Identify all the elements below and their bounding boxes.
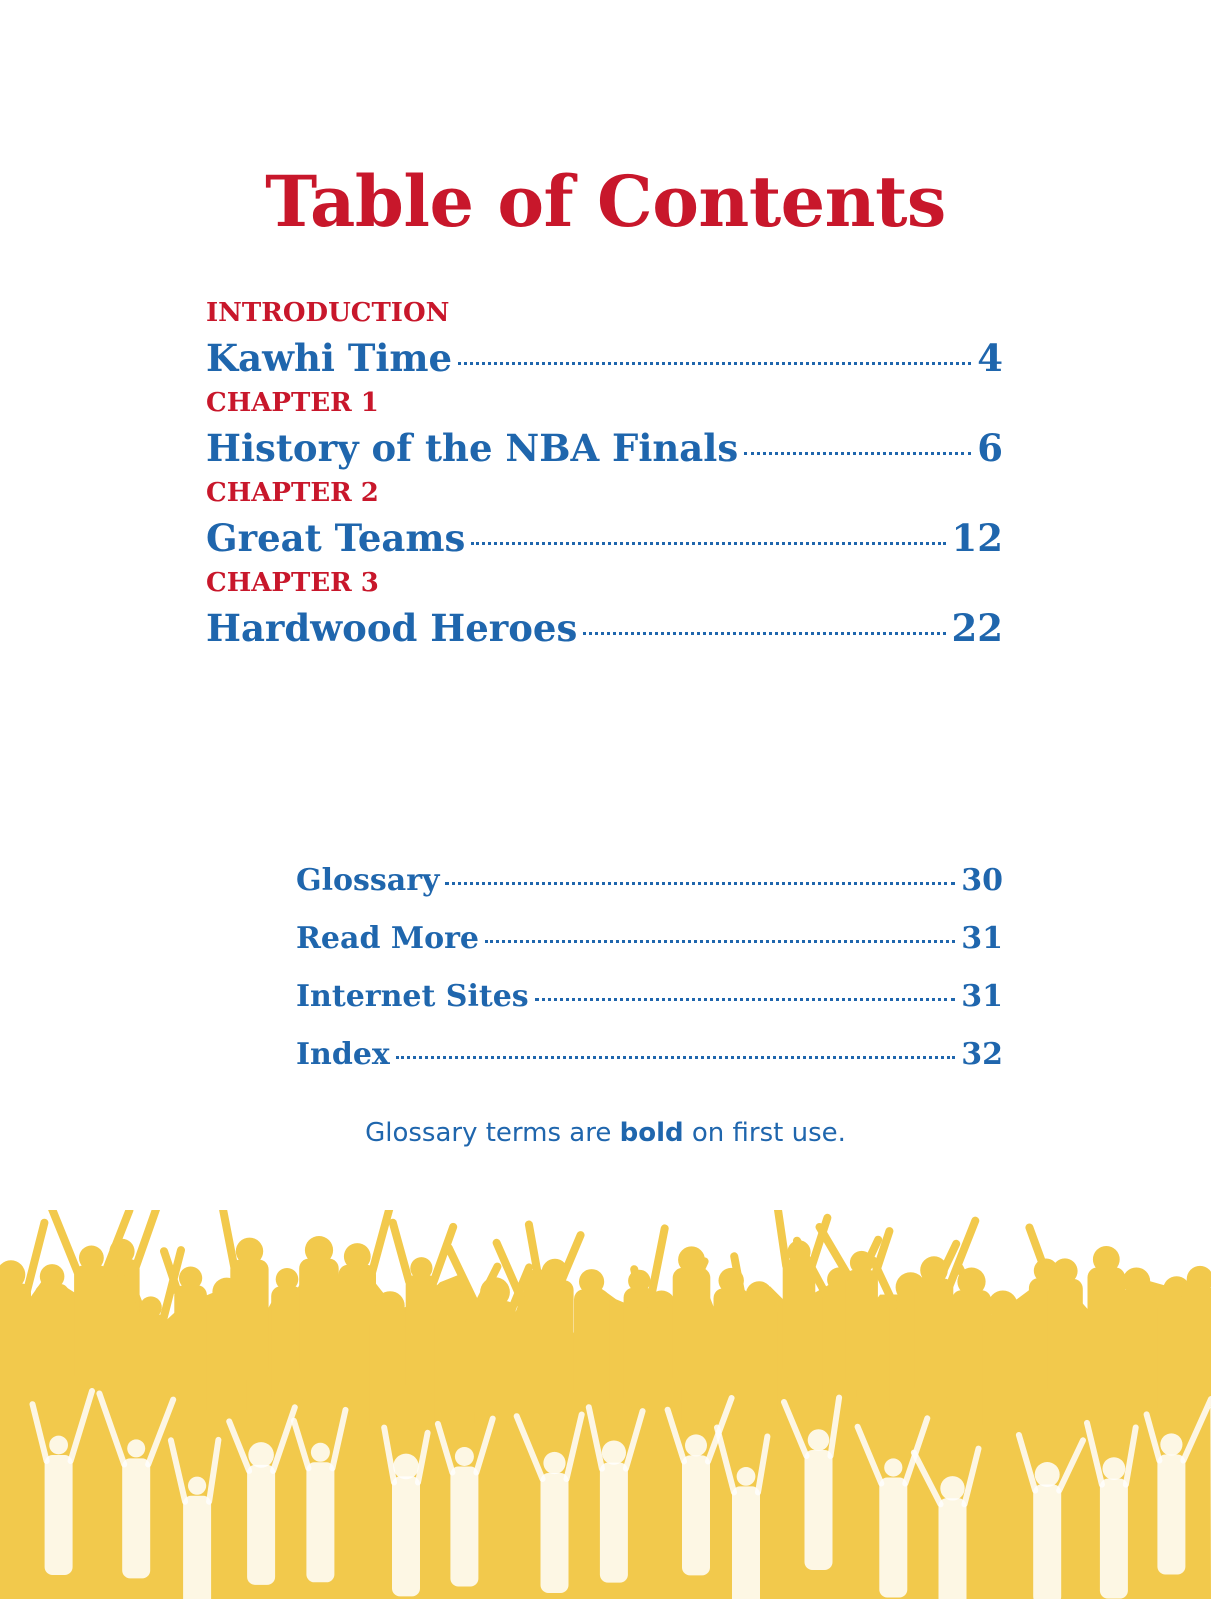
toc-entry-history-nba-finals[interactable] (206, 420, 1003, 476)
chapter-list (206, 296, 1003, 656)
toc-entry-internet-sites[interactable] (296, 968, 1003, 1026)
dot-leader (485, 940, 955, 943)
section-label: CHAPTER 2 (206, 478, 379, 508)
entry-title: History of the NBA Finals (206, 426, 739, 470)
page-title: Table of Contents (265, 160, 946, 243)
entry-page-number: 12 (951, 516, 1003, 560)
toc-section-chapter-2 (206, 476, 1003, 566)
entry-title: Kawhi Time (206, 336, 453, 380)
entry-title: Hardwood Heroes (206, 606, 578, 650)
entry-page-number: 6 (977, 426, 1003, 470)
note-text-after: on first use. (683, 1118, 846, 1148)
entry-page-number: 31 (961, 979, 1003, 1014)
entry-page-number: 4 (977, 336, 1003, 380)
note-bold-word: bold (619, 1118, 684, 1148)
entry-title: Glossary (296, 863, 440, 898)
toc-section-introduction (206, 296, 1003, 386)
glossary-note (0, 1118, 1211, 1148)
crowd-figures (0, 1210, 1211, 1599)
dot-leader (471, 542, 945, 545)
dot-leader (396, 1056, 955, 1059)
dot-leader (744, 452, 971, 455)
section-label: INTRODUCTION (206, 298, 450, 328)
toc-entry-great-teams[interactable] (206, 510, 1003, 566)
toc-section-chapter-1 (206, 386, 1003, 476)
entry-title: Internet Sites (296, 979, 529, 1014)
entry-title: Great Teams (206, 516, 466, 560)
toc-entry-glossary[interactable] (296, 852, 1003, 910)
dot-leader (535, 998, 956, 1001)
entry-page-number: 22 (951, 606, 1003, 650)
note-text-before: Glossary terms are (365, 1118, 620, 1148)
toc-entry-hardwood-heroes[interactable] (206, 600, 1003, 656)
toc-entry-read-more[interactable] (296, 910, 1003, 968)
back-matter-list (296, 852, 1003, 1084)
entry-title: Read More (296, 921, 479, 956)
dot-leader (458, 362, 971, 365)
dot-leader (445, 882, 955, 885)
toc-section-chapter-3 (206, 566, 1003, 656)
section-label: CHAPTER 1 (206, 388, 379, 418)
entry-title: Index (296, 1037, 390, 1072)
cheering-crowd-silhouette (0, 1210, 1211, 1599)
toc-entry-index[interactable] (296, 1026, 1003, 1084)
entry-page-number: 32 (961, 1037, 1003, 1072)
entry-page-number: 31 (961, 921, 1003, 956)
toc-entry-kawhi-time[interactable] (206, 330, 1003, 386)
dot-leader (583, 632, 945, 635)
entry-page-number: 30 (961, 863, 1003, 898)
section-label: CHAPTER 3 (206, 568, 379, 598)
